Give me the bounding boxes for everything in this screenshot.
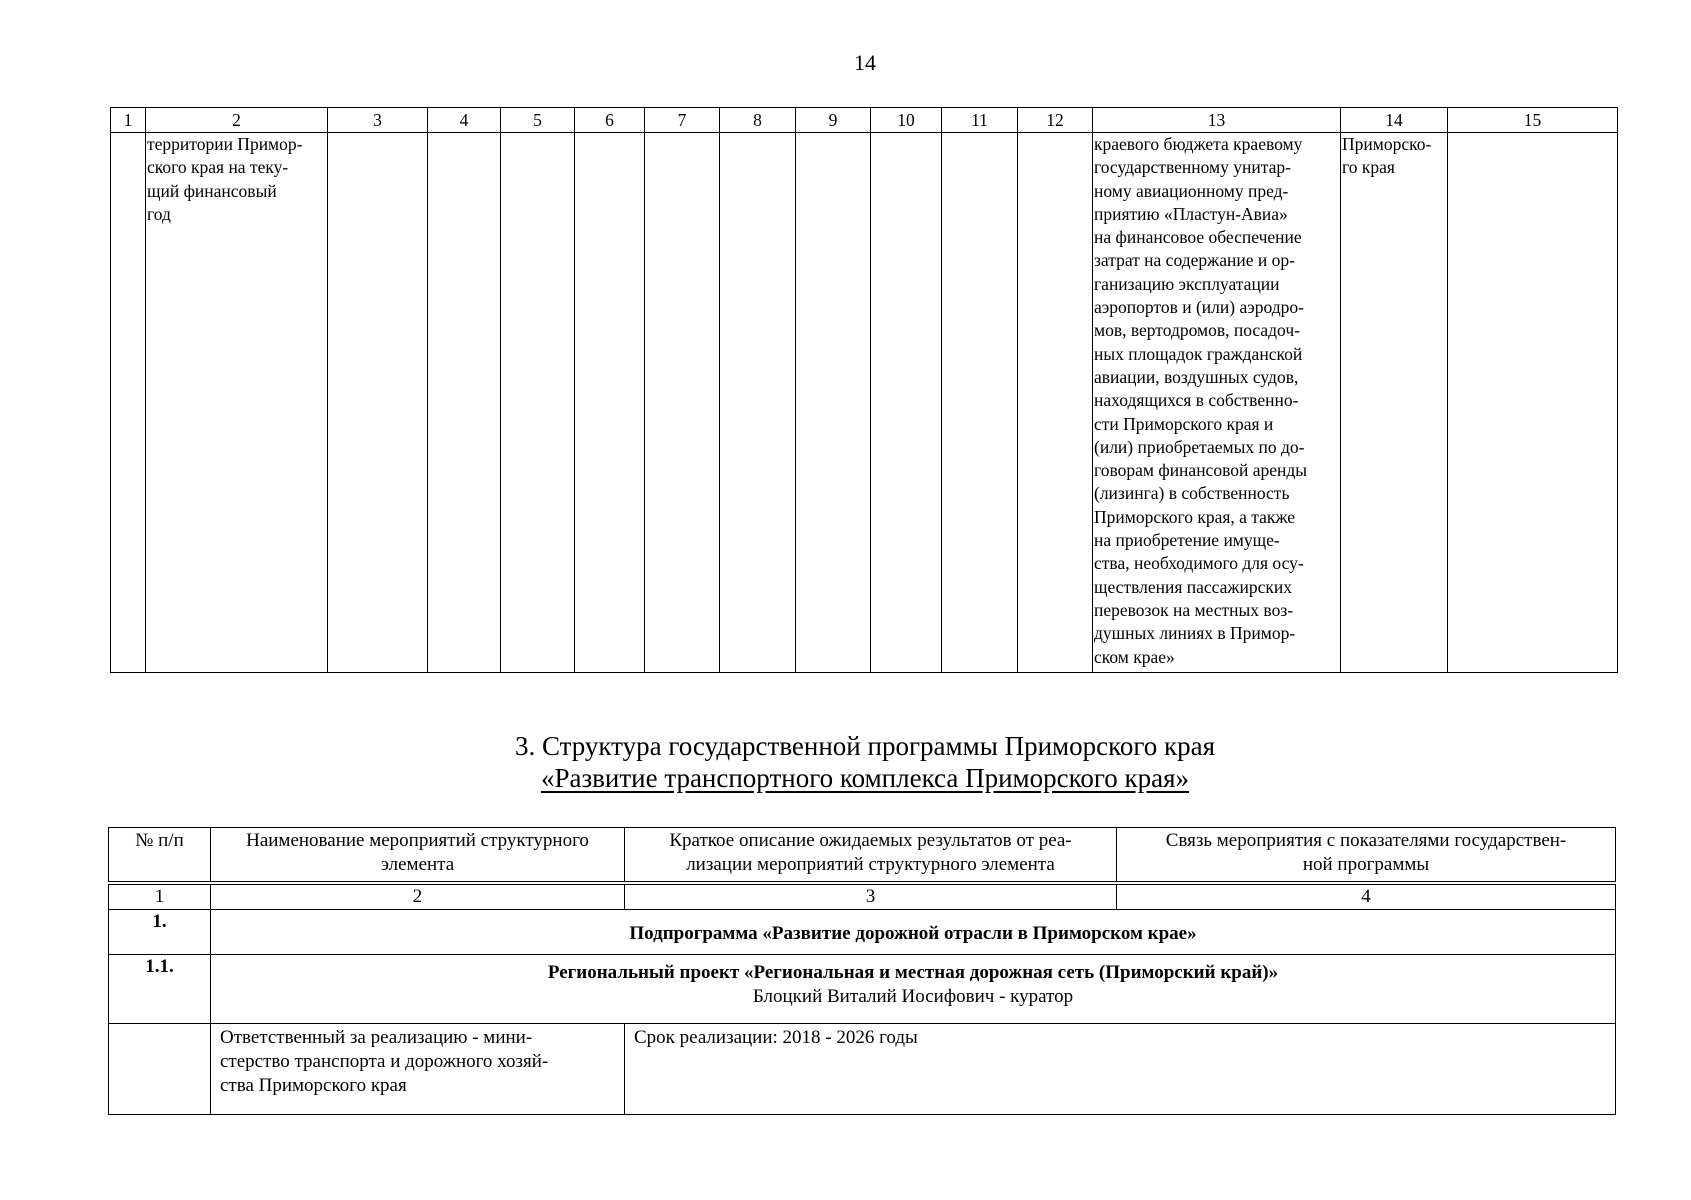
section-title: 3. Структура государственной программы Приморского края bbox=[514, 731, 1216, 761]
table2-number-cell: 3 bbox=[625, 885, 1117, 910]
table1-header-cell: 11 bbox=[942, 108, 1018, 133]
table1-header-cell: 9 bbox=[796, 108, 871, 133]
table1-header-cell: 1 bbox=[111, 108, 146, 133]
section-subtitle-text: «Развитие транспортного комплекса Приморского края» bbox=[540, 763, 1190, 793]
table1-cell-territory: территории Примор- ского края на теку- щий финансовый год bbox=[146, 133, 328, 673]
implementation-term: Срок реализации: 2018 - 2026 годы bbox=[625, 1024, 1616, 1115]
table2-number-cell: 1 bbox=[109, 885, 211, 910]
project-title: Региональный проект «Региональная и местная дорожная сеть (Приморский край)» bbox=[547, 962, 1279, 983]
table1-header-cell: 6 bbox=[575, 108, 645, 133]
table1-cell bbox=[1448, 133, 1618, 673]
table1-cell bbox=[575, 133, 645, 673]
table1-cell bbox=[501, 133, 575, 673]
table1-row bbox=[111, 133, 1618, 673]
table1-cell-description: краевого бюджета краевому государственному унитар- ному авиационному пред- приятию «Пластун-Авиа» на финансовое обеспечение затрат на содержание и ор- ганизацию эксплуатации аэропортов и (или) аэродро- мов, вертодромов, посадоч- ных площадок гражданской авиации, воздушных судов, находящихся в собственно- сти Приморского края и (или) приобретаемых по до- говорам финансовой аренды (лизинга) в собственность Приморского края, а также на приобретение имуще- ства, необходимого для осу- ществления пассажирских перевозок на местных воз- душных линиях в Примор- ском крае» bbox=[1093, 133, 1341, 673]
table1-cell bbox=[111, 133, 146, 673]
table1-cell-region: Приморско- го края bbox=[1341, 133, 1448, 673]
table1-header-cell: 12 bbox=[1018, 108, 1093, 133]
section-subtitle bbox=[0, 763, 1691, 794]
table2-responsible-row bbox=[109, 1024, 1616, 1115]
subprogram-number: 1. bbox=[109, 910, 211, 955]
structure-table bbox=[108, 827, 1616, 1115]
table-continuation bbox=[110, 107, 1618, 673]
table1-header-cell: 14 bbox=[1341, 108, 1448, 133]
table1-header-cell: 8 bbox=[720, 108, 796, 133]
table2-number-cell: 4 bbox=[1117, 885, 1616, 910]
table1-header-cell: 13 bbox=[1093, 108, 1341, 133]
table2-project-row bbox=[109, 955, 1616, 1024]
project-curator: Блоцкий Виталий Иосифович - куратор bbox=[752, 986, 1074, 1007]
table1-cell bbox=[942, 133, 1018, 673]
responsible-text: Ответственный за реализацию - мини- стерство транспорта и дорожного хозяй- ства Приморского края bbox=[211, 1024, 625, 1115]
table1-header-cell: 5 bbox=[501, 108, 575, 133]
table1-cell bbox=[720, 133, 796, 673]
table1-cell bbox=[428, 133, 501, 673]
project-number: 1.1. bbox=[109, 955, 211, 1024]
table2-subprogram-row bbox=[109, 910, 1616, 955]
page-number: 14 bbox=[854, 50, 876, 75]
table1-header-cell: 7 bbox=[645, 108, 720, 133]
table1-header-cell: 10 bbox=[871, 108, 942, 133]
table2-number-row bbox=[109, 885, 1616, 910]
table2-header-cell: № п/п bbox=[109, 828, 211, 882]
project-cell bbox=[211, 955, 1616, 1024]
table1-header-cell: 4 bbox=[428, 108, 501, 133]
table1-header-row bbox=[111, 108, 1618, 133]
subprogram-title: Подпрограмма «Развитие дорожной отрасли в Приморском крае» bbox=[211, 910, 1616, 955]
table1-cell bbox=[1018, 133, 1093, 673]
table1-cell bbox=[796, 133, 871, 673]
table1-header-cell: 2 bbox=[146, 108, 328, 133]
table1-cell bbox=[645, 133, 720, 673]
table2-header-cell: Связь мероприятия с показателями государствен- ной программы bbox=[1117, 828, 1616, 882]
table1-cell bbox=[871, 133, 942, 673]
table1-header-cell: 15 bbox=[1448, 108, 1618, 133]
table2-header-cell: Наименование мероприятий структурного элемента bbox=[211, 828, 625, 882]
table1-cell bbox=[328, 133, 428, 673]
table1-header-cell: 3 bbox=[328, 108, 428, 133]
table2-number-cell: 2 bbox=[211, 885, 625, 910]
table2-header-cell: Краткое описание ожидаемых результатов от реа- лизации мероприятий структурного элемента bbox=[625, 828, 1117, 882]
table2-header-row bbox=[109, 828, 1616, 882]
table2-empty-cell bbox=[109, 1024, 211, 1115]
